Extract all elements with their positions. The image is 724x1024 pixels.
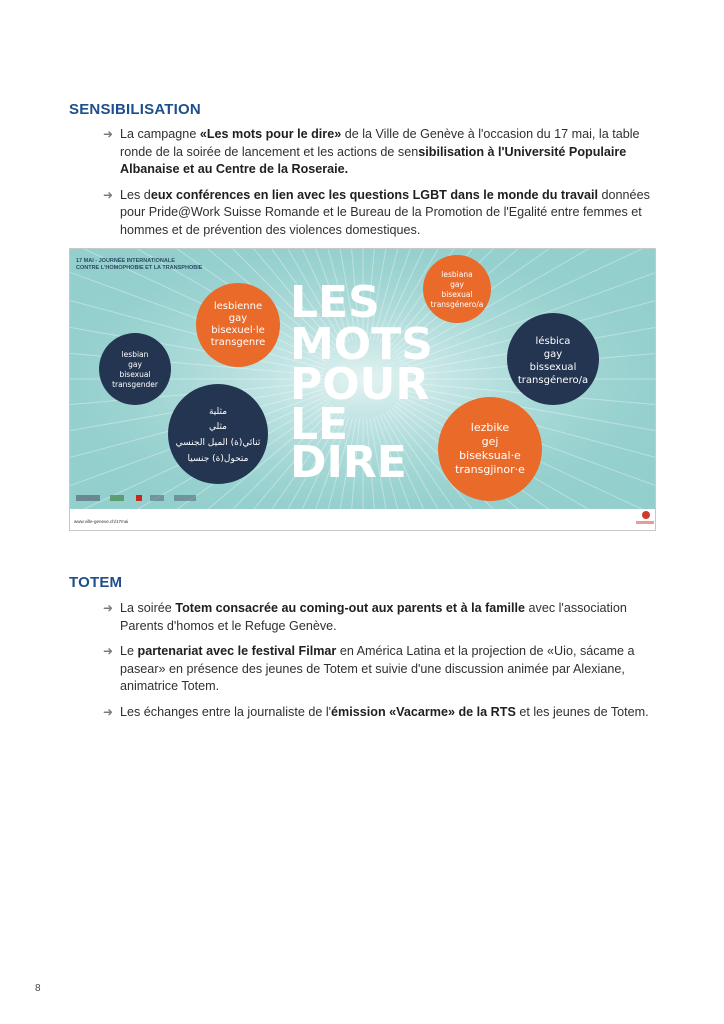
headline-line: LES <box>290 277 380 328</box>
svg-text:lezbike: lezbike <box>470 421 510 434</box>
svg-text:gay: gay <box>543 349 563 360</box>
partner-logo <box>136 495 142 501</box>
bubble-french <box>196 283 280 367</box>
headline-line: DIRE <box>290 437 407 488</box>
svg-text:transgénero/a: transgénero/a <box>430 300 484 309</box>
svg-text:gay: gay <box>450 280 464 289</box>
headline-line: LE <box>290 399 349 450</box>
list-item: ➜ La soirée Totem consacrée au coming-out aux parents et à la famille avec l'association Parents d'homos et le Refuge Genève. <box>103 601 627 633</box>
svg-text:bissexual: bissexual <box>529 362 577 373</box>
arrow-right-icon: ➜ <box>103 187 114 202</box>
section-title-totem: TOTEM <box>69 574 123 591</box>
svg-text:ثنائي(ة) الميل الجنسي: ثنائي(ة) الميل الجنسي <box>175 438 261 448</box>
svg-text:bisexuel·le: bisexuel·le <box>211 325 265 336</box>
poster-header-2: CONTRE L'HOMOPHOBIE ET LA TRANSPHOBIE <box>76 265 203 271</box>
bubble-english <box>99 333 171 405</box>
svg-text:gay: gay <box>228 313 248 324</box>
svg-text:مثلي: مثلي <box>208 422 228 432</box>
list-item: ➜ Les deux conférences en lien avec les questions LGBT dans le monde du travail données pour Pride@Work Suisse Romande et le Bureau de la Promotion de l'Egalité entre femmes et hommes et de prévention des violences domestiques. <box>103 187 650 237</box>
svg-text:bisexual: bisexual <box>441 290 473 299</box>
svg-text:transgenre: transgenre <box>210 337 266 348</box>
svg-text:biseksual·e: biseksual·e <box>459 449 521 462</box>
bubble-albanian <box>438 397 542 501</box>
list-item: ➜ Le partenariat avec le festival Filmar en América Latina et la projection de «Uio, sácame a pasear» en présence des jeunes de Totem et suivie d'une discussion animée par Alexiane, animatrice Totem. <box>103 644 635 694</box>
svg-text:lésbica: lésbica <box>535 336 571 347</box>
headline-line: MOTS <box>290 319 433 370</box>
svg-text:lesbienne: lesbienne <box>213 301 263 312</box>
svg-text:lesbian: lesbian <box>121 350 149 359</box>
totem-list <box>103 600 663 730</box>
sensibilisation-list <box>103 126 663 248</box>
svg-text:transgjinor·e: transgjinor·e <box>455 463 525 476</box>
partner-logo <box>110 495 124 501</box>
page-number: 8 <box>35 983 41 994</box>
poster-graphic <box>70 249 656 531</box>
partner-logo <box>76 495 100 501</box>
bubble-arabic <box>168 384 268 484</box>
poster-url: www.ville-geneve.ch/17mai <box>74 519 129 524</box>
campaign-poster <box>69 248 656 531</box>
svg-text:bisexual: bisexual <box>119 370 151 379</box>
bubble-italian <box>423 255 491 323</box>
list-item: ➜ La campagne «Les mots pour le dire» de la Ville de Genève à l'occasion du 17 mai, la table ronde de la soirée de lancement et les actions de sensibilisation à l'Université Populaire Albanaise et au Centre de la Roseraie. <box>103 127 640 177</box>
list-item: ➜ Les échanges entre la journaliste de l'émission «Vacarme» de la RTS et les jeunes de Totem. <box>103 704 663 722</box>
arrow-right-icon: ➜ <box>103 127 114 141</box>
arrow-right-icon: ➜ <box>103 644 114 659</box>
svg-text:transgénero/a: transgénero/a <box>517 375 589 386</box>
svg-text:transgender: transgender <box>112 380 158 389</box>
partner-logo <box>150 495 164 501</box>
svg-text:gej: gej <box>481 435 499 448</box>
headline-line: POUR <box>290 359 430 410</box>
section-title-sensibilisation: SENSIBILISATION <box>69 101 201 118</box>
bubble-portuguese <box>507 313 599 405</box>
partner-logos <box>76 495 196 501</box>
svg-text:gay: gay <box>128 360 142 369</box>
svg-text:متحول(ة) جنسيا: متحول(ة) جنسيا <box>187 454 249 464</box>
arrow-right-icon: ➜ <box>103 601 114 615</box>
poster-header: 17 MAI - JOURNÉE INTERNATIONALE <box>76 258 175 264</box>
partner-logo <box>174 495 196 501</box>
svg-text:lesbiana: lesbiana <box>441 270 473 279</box>
arrow-right-icon: ➜ <box>103 704 114 719</box>
svg-text:مثلية: مثلية <box>208 407 228 417</box>
